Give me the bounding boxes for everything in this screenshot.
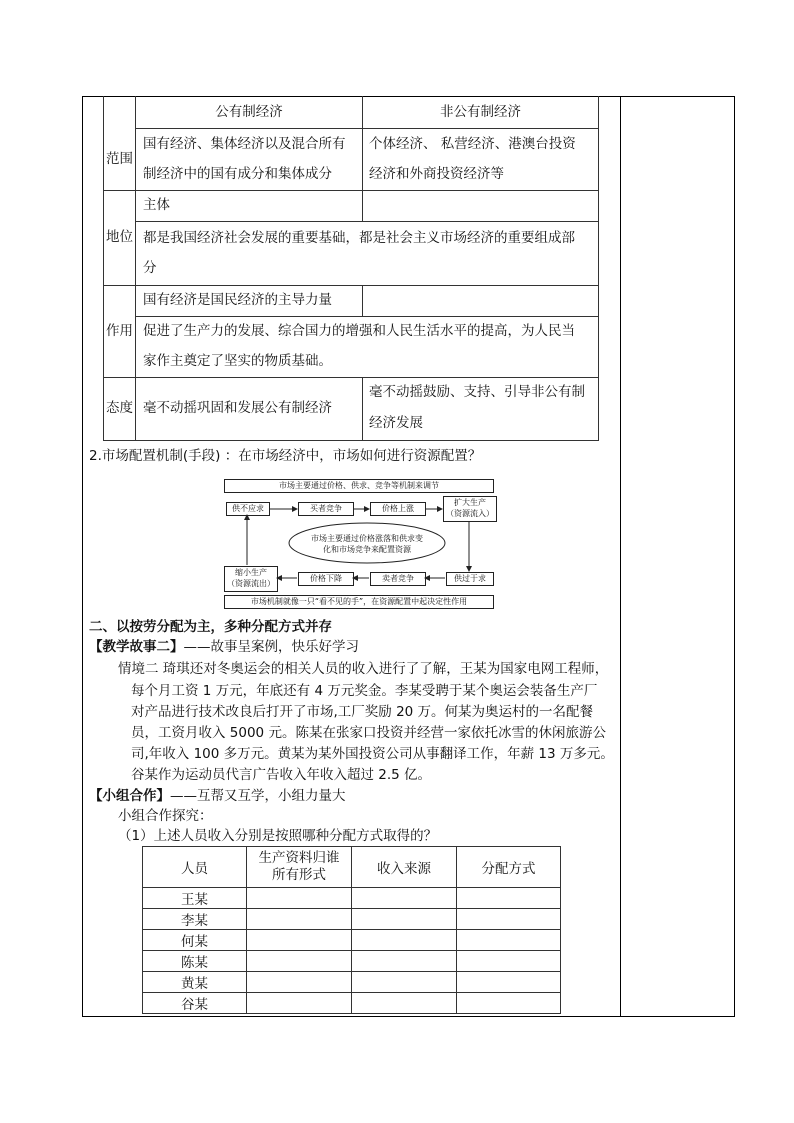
box-price-down: 价格下降: [298, 572, 354, 586]
input-cell[interactable]: [247, 930, 352, 951]
status-public: 主体: [143, 197, 170, 213]
group-tag: ——互帮又互学，小组力量大: [170, 788, 346, 804]
table-row: [143, 972, 561, 993]
input-cell[interactable]: [352, 951, 457, 972]
scope-public-line: 国有经济、集体经济以及混合所有: [143, 136, 346, 152]
input-cell[interactable]: [352, 909, 457, 930]
frame-bottom: [82, 1016, 734, 1017]
story-tag: ——故事呈案例，快乐好学习: [183, 639, 359, 655]
question-1: （1）上述人员收入分别是按照哪种分配方式取得的？: [118, 828, 438, 844]
story-line: 司,年收入 100 多万元。黄某为某外国投资公司从事翻译工作，年薪 13 万多元。: [131, 746, 614, 762]
group-heading: [89, 786, 346, 806]
box-buyers-compete: 买者竞争: [298, 502, 354, 516]
header-income-source: 收入来源: [352, 847, 457, 888]
diagram-top-box: 市场主要通过价格、供求、竞争等机制来调节: [224, 479, 494, 493]
person-name: 谷某: [143, 993, 247, 1014]
role-merged-line: 促进了生产力的发展、综合国力的增强和人民生活水平的提高，为人民当: [143, 323, 575, 339]
header-ownership: 生产资料归谁 所有形式: [247, 847, 352, 888]
row-label-status: 地位: [106, 229, 133, 245]
table-row: [143, 909, 561, 930]
table-row: [143, 993, 561, 1014]
attitude-private-line: 毫不动摇鼓励、支持、引导非公有制: [369, 384, 585, 400]
input-cell[interactable]: [247, 951, 352, 972]
scope-public-line: 制经济中的国有成分和集体成分: [143, 166, 332, 182]
table-row: [143, 930, 561, 951]
header-private: 非公有制经济: [440, 104, 521, 120]
center-line: 化和市场竞争来配置资源: [323, 545, 411, 554]
header-person: 人员: [143, 847, 247, 888]
status-merged-line: 分: [143, 260, 157, 276]
input-cell[interactable]: [247, 909, 352, 930]
table-header-row: [143, 847, 561, 888]
input-cell[interactable]: [352, 972, 457, 993]
table-row: [143, 951, 561, 972]
distribution-table: [142, 846, 561, 1014]
attitude-private-line: 经济发展: [369, 415, 423, 431]
input-cell[interactable]: [457, 888, 561, 909]
shrink-line: 缩小生产: [235, 568, 267, 577]
row-label-scope: 范围: [106, 151, 133, 167]
input-cell[interactable]: [457, 951, 561, 972]
header-public: 公有制经济: [215, 104, 283, 120]
center-line: 市场主要通过价格涨落和供求变: [311, 534, 423, 543]
input-cell[interactable]: [457, 993, 561, 1014]
explore-label: 小组合作探究：: [118, 808, 213, 824]
person-name: 陈某: [143, 951, 247, 972]
role-public: 国有经济是国民经济的主导力量: [143, 292, 332, 308]
story-line: 对产品进行技术改良后打开了市场,工厂奖励 20 万。何某为奥运村的一名配餐: [131, 704, 594, 720]
role-merged-line: 家作主奠定了坚实的物质基础。: [143, 353, 332, 369]
market-question: 2.市场配置机制(手段) ：在市场经济中，市场如何进行资源配置？: [89, 448, 482, 464]
person-name: 王某: [143, 888, 247, 909]
box-oversupply: 供过于求: [446, 572, 494, 586]
input-cell[interactable]: [352, 888, 457, 909]
box-sellers-compete: 卖者竞争: [370, 572, 426, 586]
input-cell[interactable]: [352, 993, 457, 1014]
input-cell[interactable]: [457, 930, 561, 951]
story-line: 每个月工资 1 万元，年底还有 4 万元奖金。李某受聘于某个奥运会装备生产厂: [131, 683, 598, 699]
row-label-role: 作用: [106, 323, 133, 339]
input-cell[interactable]: [352, 930, 457, 951]
group-label: 【小组合作】: [89, 788, 170, 804]
story-heading: [89, 637, 359, 657]
section-heading: 二、以按劳分配为主，多种分配方式并存: [89, 619, 332, 635]
scope-private-line: 经济和外商投资经济等: [369, 166, 504, 182]
box-supply-short: 供不应求: [226, 502, 270, 516]
input-cell[interactable]: [247, 972, 352, 993]
person-name: 何某: [143, 930, 247, 951]
person-name: 李某: [143, 909, 247, 930]
status-merged-line: 都是我国经济社会发展的重要基础，都是社会主义市场经济的重要组成部: [143, 230, 575, 246]
attitude-public: 毫不动摇巩固和发展公有制经济: [143, 400, 332, 416]
diagram-bottom-box: 市场机制就像一只“看不见的手”，在资源配置中起决定性作用: [224, 595, 494, 609]
header-distribution: 分配方式: [457, 847, 561, 888]
scope-private-line: 个体经济、 私营经济、港澳台投资: [369, 136, 576, 152]
expand-line: 扩大生产: [454, 498, 486, 507]
story-line: 员，工资月收入 5000 元。陈某在张家口投资并经营一家依托冰雪的休闲旅游公: [131, 725, 606, 741]
person-name: 黄某: [143, 972, 247, 993]
box-price-up: 价格上涨: [370, 502, 426, 516]
input-cell[interactable]: [247, 993, 352, 1014]
story-label: 【教学故事二】: [89, 639, 184, 655]
story-line: 情境二 琦琪还对冬奥运会的相关人员的收入进行了了解，王某为国家电网工程师，: [118, 661, 609, 677]
input-cell[interactable]: [457, 909, 561, 930]
diagram-center-text: [292, 533, 442, 555]
table-row: [143, 888, 561, 909]
row-label-attitude: 态度: [106, 400, 133, 416]
input-cell[interactable]: [247, 888, 352, 909]
expand-line: （资源流入）: [446, 509, 494, 518]
story-line: 谷某作为运动员代言广告收入年收入超过 2.5 亿。: [131, 767, 432, 783]
input-cell[interactable]: [457, 972, 561, 993]
shrink-line: （资源流出）: [227, 579, 275, 588]
